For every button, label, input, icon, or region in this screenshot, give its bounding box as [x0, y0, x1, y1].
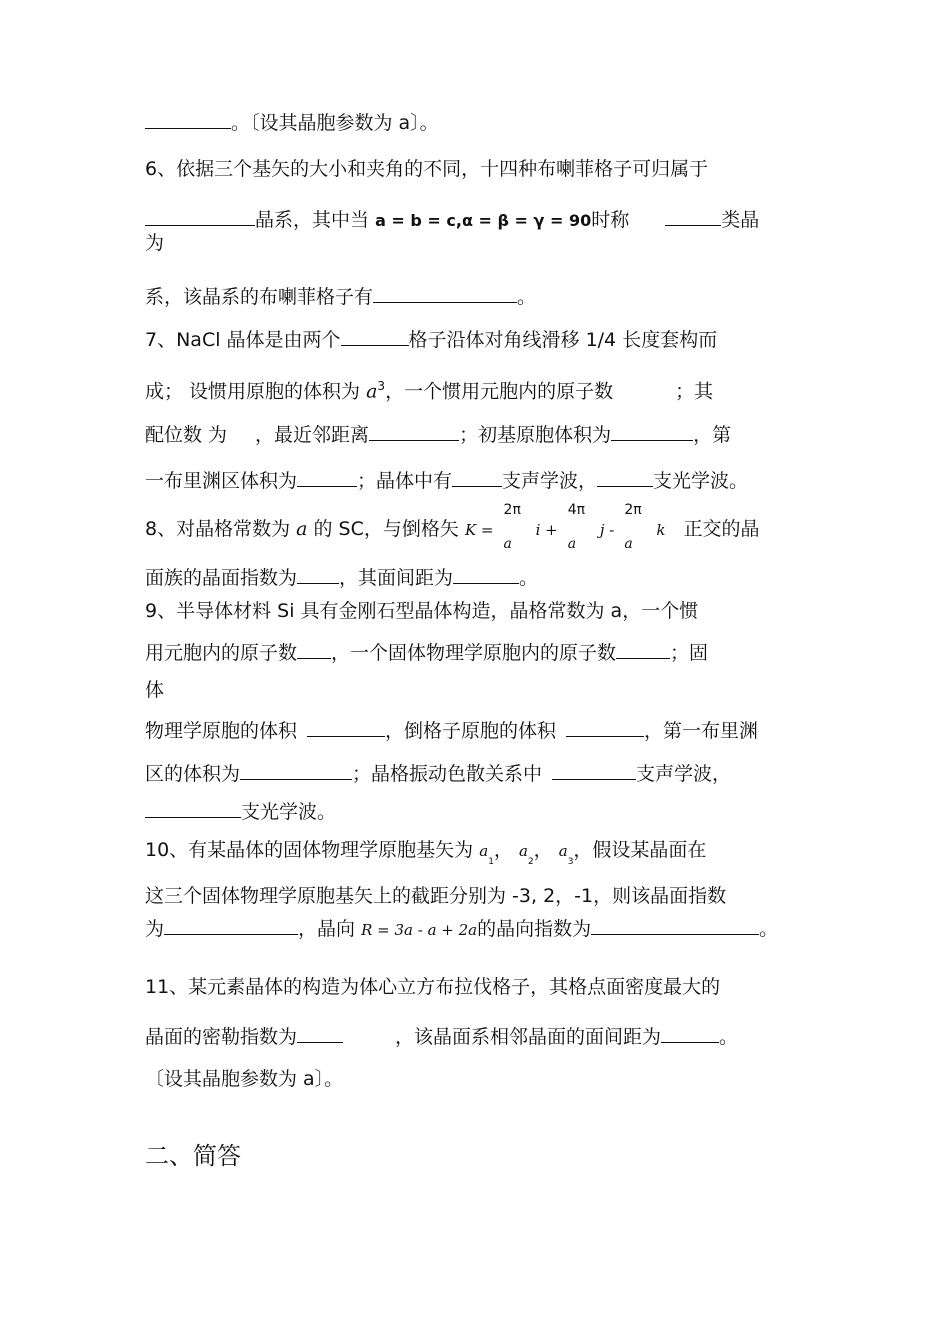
- answer-blank[interactable]: [240, 759, 352, 780]
- unit-i: i +: [535, 521, 558, 539]
- text: 体: [145, 679, 165, 701]
- text: ，: [493, 839, 513, 861]
- text: ，晶向: [298, 918, 356, 940]
- fraction: [620, 502, 650, 552]
- text: ，其面间距为: [339, 567, 454, 589]
- subscript: 3: [567, 857, 574, 867]
- question-6-line-2b: [145, 230, 164, 256]
- text: ，一个惯用元胞内的原子数: [385, 380, 614, 403]
- exponent: 3: [377, 379, 386, 393]
- text: 的晶向指数为: [477, 918, 592, 940]
- answer-blank[interactable]: [611, 420, 693, 441]
- question-9-line-3: [145, 677, 164, 703]
- text: ，第一布里渊: [644, 720, 759, 742]
- unit-k: k: [656, 521, 666, 539]
- vector-a3: a: [558, 842, 568, 860]
- section-heading: 二、简答: [145, 1142, 241, 1170]
- denominator: a: [503, 536, 512, 552]
- text: ，第: [693, 424, 732, 446]
- question-6-line-1: [145, 156, 708, 182]
- text: 面族的晶面指数为: [145, 567, 298, 589]
- text: 为: [145, 918, 165, 940]
- text: 系，该晶系的布喇菲格子有: [145, 286, 374, 308]
- question-9-line-5: [145, 759, 731, 787]
- answer-blank[interactable]: [297, 638, 331, 659]
- answer-blank[interactable]: [164, 914, 298, 935]
- text: 一布里渊区体积为: [145, 470, 298, 492]
- question-6-line-2: [145, 205, 759, 234]
- answer-blank[interactable]: [307, 716, 385, 737]
- denominator: a: [567, 536, 577, 552]
- question-9-line-1: [145, 598, 698, 624]
- answer-blank[interactable]: [616, 638, 670, 659]
- answer-blank[interactable]: [341, 325, 409, 346]
- text-line: [145, 108, 439, 136]
- answer-blank[interactable]: [452, 466, 502, 487]
- vector-R: R = 3a - a + 2a: [361, 921, 478, 939]
- text: 11、某元素晶体的构造为体心立方布拉伐格子，其格点面密度最大的: [145, 976, 721, 998]
- text: 的 SC，与倒格矢: [313, 518, 459, 540]
- text: ，最近邻距离: [255, 424, 370, 446]
- text: 支光学波。: [653, 470, 749, 492]
- answer-blank[interactable]: [661, 1022, 719, 1043]
- answer-blank[interactable]: [591, 914, 759, 935]
- text: 。: [759, 918, 779, 940]
- vector-a1: a: [479, 842, 489, 860]
- text: 时称: [591, 209, 630, 231]
- question-7-line-4: [145, 466, 748, 494]
- text: 类晶: [721, 209, 760, 231]
- answer-blank[interactable]: [369, 420, 459, 441]
- text: ，倒格子原胞的体积: [385, 720, 557, 742]
- variable-a: a: [366, 380, 378, 403]
- question-10-line-1: [145, 837, 706, 867]
- fraction: [564, 502, 594, 552]
- text: 9、半导体材料 Si 具有金刚石型晶体构造，晶格常数为 a，一个惯: [145, 600, 699, 622]
- answer-blank[interactable]: [297, 466, 357, 487]
- text: ；初基原胞体积为: [459, 424, 612, 446]
- fraction: [500, 502, 530, 552]
- question-10-line-3: [145, 914, 778, 943]
- numerator: 2π: [624, 502, 642, 518]
- text: 成； 设惯用原胞的体积为: [145, 380, 361, 403]
- question-8-line-1: [145, 502, 760, 552]
- text: ；其: [675, 380, 714, 403]
- question-7-line-3: [145, 420, 731, 448]
- text: 这三个固体物理学原胞基矢上的截距分别为 -3, 2，-1，则该晶面指数: [145, 885, 727, 907]
- answer-blank[interactable]: [566, 716, 644, 737]
- question-9-line-6: [145, 797, 336, 825]
- question-9-line-4: [145, 716, 758, 744]
- question-10-line-2: [145, 883, 726, 909]
- text: ；晶体中有: [357, 470, 453, 492]
- question-6-line-3: [145, 282, 536, 310]
- text: 正交的晶: [683, 518, 760, 540]
- text: ；晶格振动色散关系中: [352, 763, 543, 785]
- text: 物理学原胞的体积: [145, 720, 298, 742]
- text: 6、依据三个基矢的大小和夹角的不同，十四种布喇菲格子可归属于: [145, 158, 709, 180]
- text: 10、有某晶体的固体物理学原胞基矢为: [145, 839, 474, 861]
- text: 区的体积为: [145, 763, 241, 785]
- variable-a: a: [296, 518, 308, 540]
- text: 〔设其晶胞参数为 a〕。: [145, 1068, 344, 1090]
- text: 支光学波。: [241, 801, 337, 823]
- numerator: 4π: [567, 502, 586, 518]
- text: 。: [517, 286, 537, 308]
- text: 7、NaCl 晶体是由两个: [145, 329, 341, 351]
- text: 格子沿体对角线滑移 1/4 长度套构而: [408, 329, 718, 351]
- unit-j: j -: [599, 521, 615, 539]
- answer-blank[interactable]: [373, 282, 517, 303]
- numerator: 2π: [503, 502, 521, 518]
- text: 支声学波，: [502, 470, 598, 492]
- question-11-line-3: [145, 1066, 343, 1092]
- subscript: 2: [527, 857, 534, 867]
- text: 用元胞内的原子数: [145, 642, 298, 664]
- text: 。: [519, 567, 539, 589]
- text: 为: [145, 232, 165, 254]
- answer-blank[interactable]: [297, 1022, 343, 1043]
- question-9-line-2: [145, 638, 708, 666]
- condition-formula: a = b = c,α = β = γ = 90: [375, 211, 592, 230]
- text: ，假设某晶面在: [573, 839, 707, 861]
- text: 晶系，其中当: [255, 209, 370, 231]
- question-7-line-2: [145, 373, 713, 404]
- answer-blank[interactable]: [145, 205, 255, 226]
- question-11-line-1: [145, 974, 720, 1000]
- answer-blank[interactable]: [552, 759, 636, 780]
- answer-blank[interactable]: [665, 205, 721, 226]
- text: 8、对晶格常数为: [145, 518, 291, 540]
- text: ；固: [670, 642, 709, 664]
- answer-blank[interactable]: [145, 108, 231, 129]
- vector-K: K =: [464, 521, 494, 539]
- text: ，: [533, 839, 553, 861]
- answer-blank[interactable]: [145, 797, 241, 818]
- question-8-line-2: [145, 563, 538, 591]
- question-11-line-2: [145, 1022, 738, 1050]
- text: 。: [719, 1026, 739, 1048]
- question-7-line-1: [145, 325, 717, 353]
- vector-a2: a: [518, 842, 528, 860]
- denominator: a: [624, 536, 633, 552]
- text: 。〔设其晶胞参数为 a〕。: [231, 112, 439, 134]
- answer-blank[interactable]: [453, 563, 519, 584]
- text: ，一个固体物理学原胞内的原子数: [331, 642, 617, 664]
- subscript: 1: [488, 857, 494, 867]
- text: 配位数 为: [145, 424, 228, 446]
- text: ，该晶面系相邻晶面的面间距为: [395, 1026, 662, 1048]
- answer-blank[interactable]: [297, 563, 339, 584]
- answer-blank[interactable]: [597, 466, 653, 487]
- text: 晶面的密勒指数为: [145, 1026, 298, 1048]
- text: 支声学波，: [636, 763, 732, 785]
